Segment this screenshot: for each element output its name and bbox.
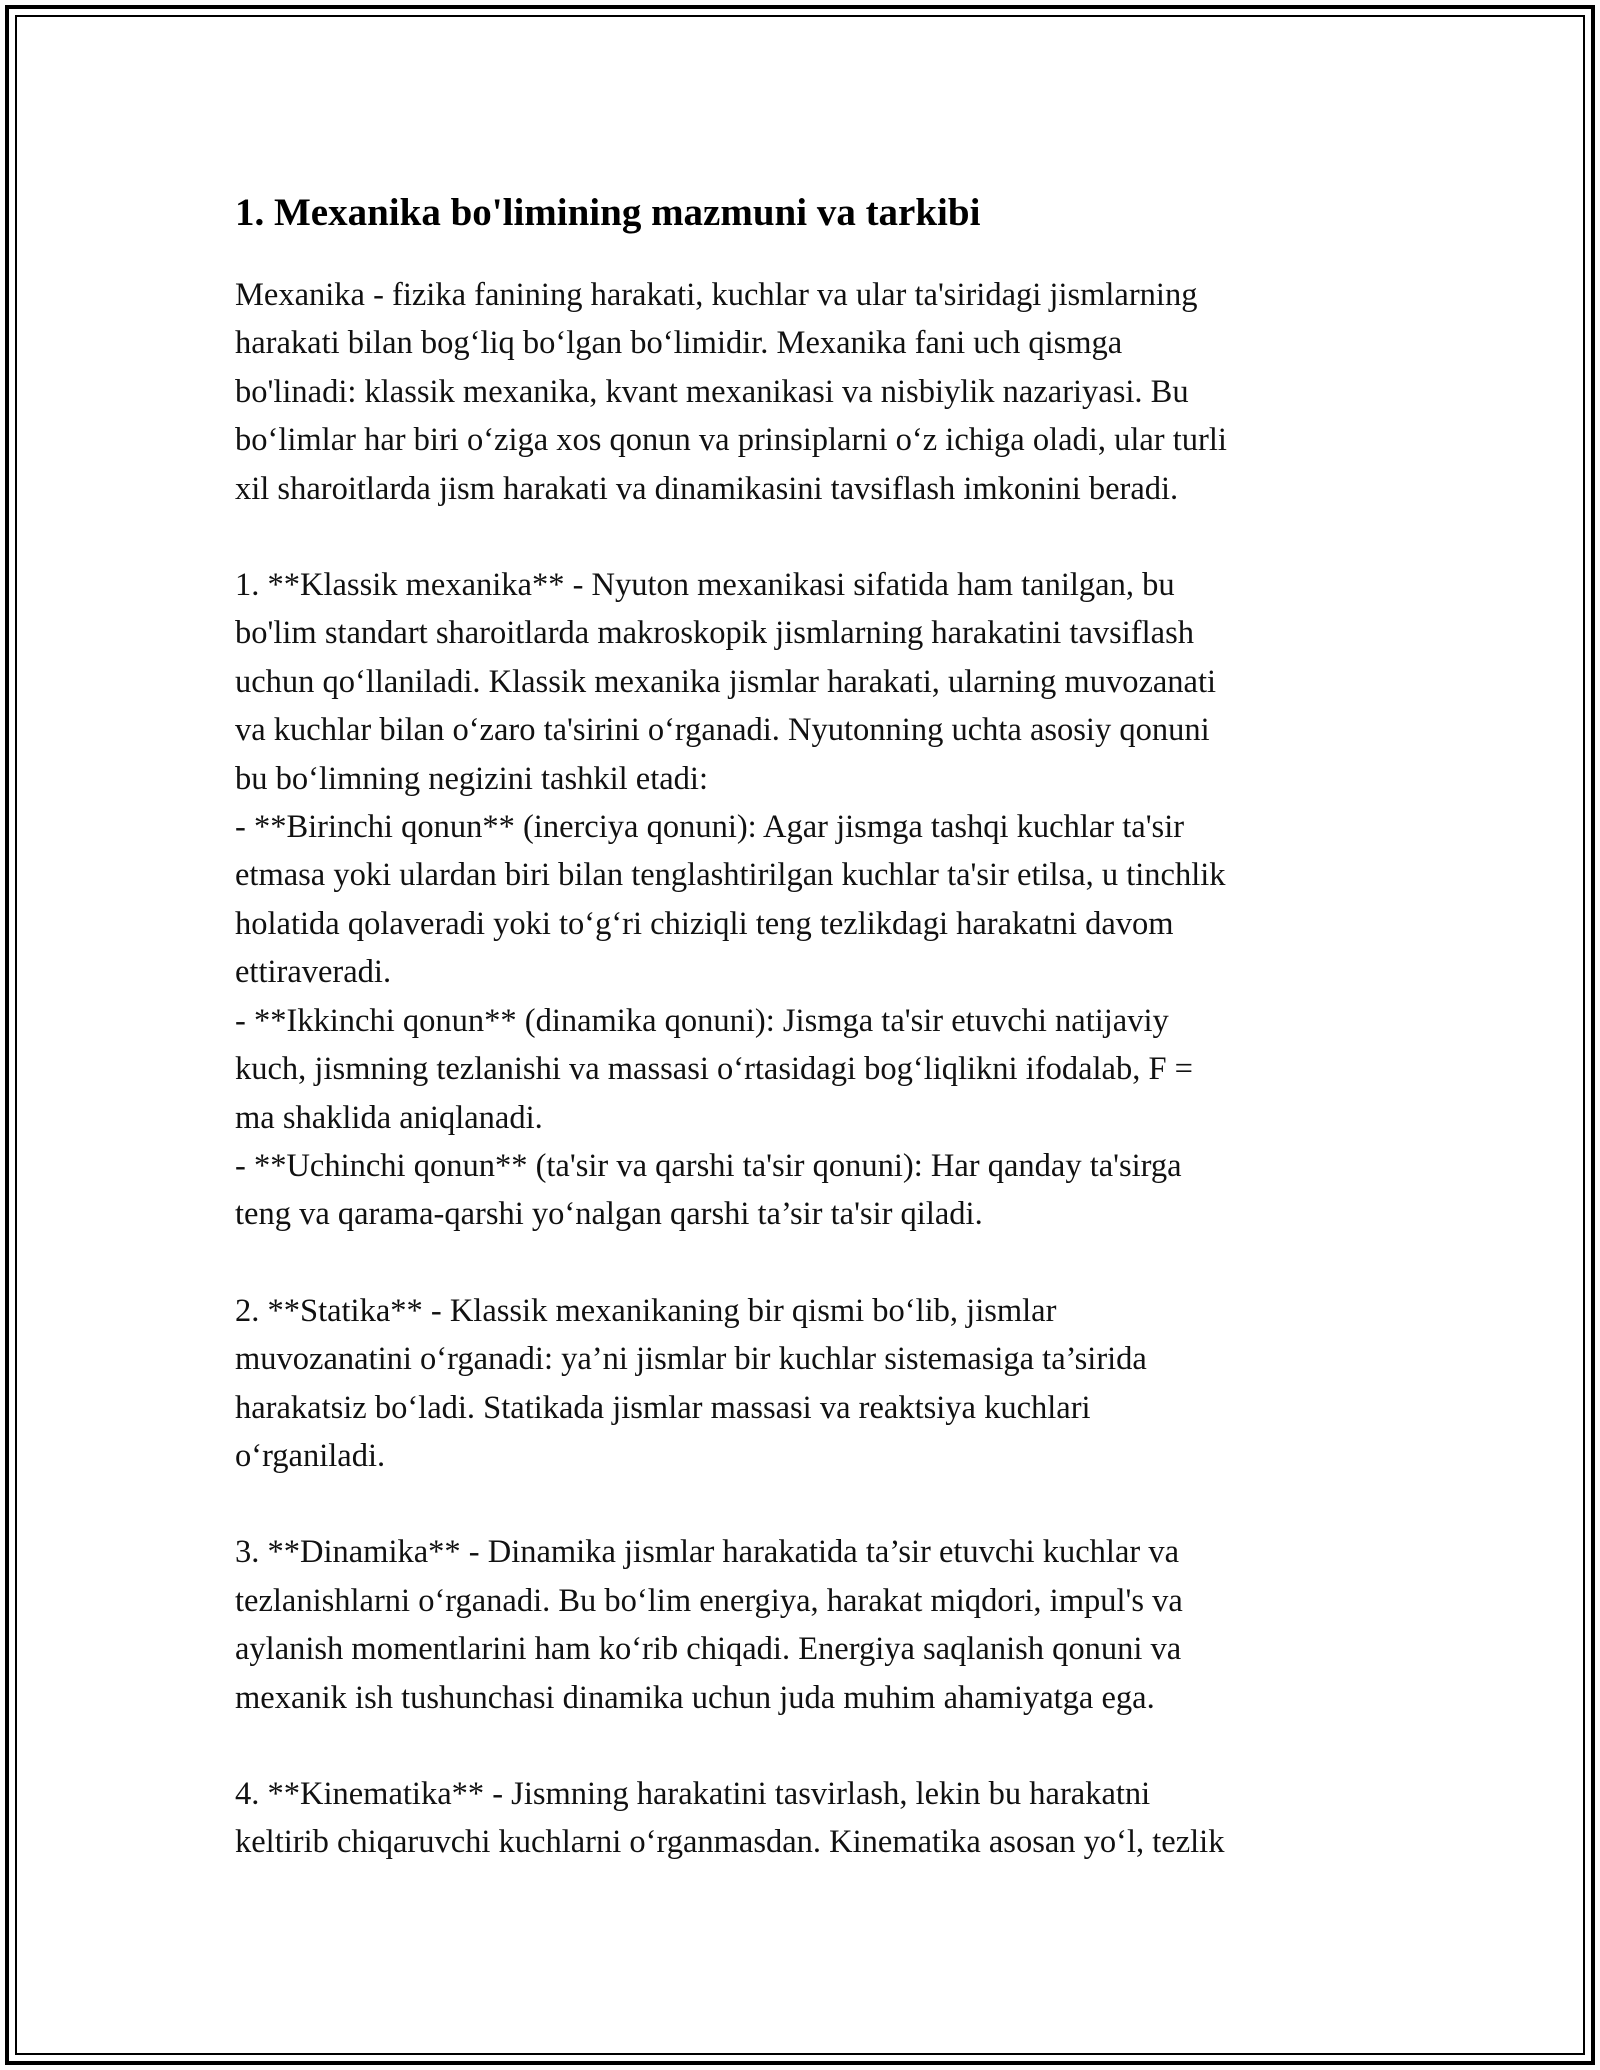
paragraph-classical-mechanics: 1. **Klassik mexanika** - Nyuton mexanikasi sifatida ham tanilgan, bu bo'lim standart sharoitlarda makroskopik jismlarning harakatini tavsiflash uchun qo‘llaniladi. Klassik mexanika jismlar harakati, ularning muvozanati va kuchlar bilan o‘zaro ta'sirini o‘rganadi. Nyutonning uchta asosiy qonuni bu bo‘limning negizini tashkil etadi: - **Birinchi qonun** (inerciya qonuni): Agar jismga tashqi kuchlar ta'sir etmasa yoki ulardan biri bilan tenglashtirilgan kuchlar ta'sir etilsa, u tinchlik holatida qolaveradi yoki to‘g‘ri chiziqli teng tezlikdagi harakatni davom ettiraveradi. - **Ikkinchi qonun** (dinamika qonuni): Jismga ta'sir etuvchi natijaviy kuch, jismning tezlanishi va massasi o‘rtasidagi bog‘liqlikni ifodalab, F = ma shaklida aniqlanadi. - **Uchinchi qonun** (ta'sir va qarshi ta'sir qonuni): Har qanday ta'sirga teng va qarama-qarshi yo‘nalgan qarshi ta’sir ta'sir qiladi.	[235, 567, 1226, 1233]
paragraph-statics: 2. **Statika** - Klassik mexanikaning bir qismi bo‘lib, jismlar muvozanatini o‘rganadi: ya’ni jismlar bir kuchlar sistemasiga ta’sirida harakatsiz bo‘ladi. Statikada jismlar massasi va reaktsiya kuchlari o‘rganiladi.	[235, 1292, 1147, 1474]
document-body	[235, 185, 1375, 1867]
document-title: 1. Mexanika bo'limining mazmuni va tarkibi	[235, 191, 981, 234]
paragraph-intro: Mexanika - fizika fanining harakati, kuchlar va ular ta'siridagi jismlarning harakati bilan bog‘liq bo‘lgan bo‘limidir. Mexanika fani uch qismga bo'linadi: klassik mexanika, kvant mexanikasi va nisbiylik nazariyasi. Bu bo‘limlar har biri o‘ziga xos qonun va prinsiplarni o‘z ichiga oladi, ular turli xil sharoitlarda jism harakati va dinamikasini tavsiflash imkonini beradi.	[235, 277, 1227, 507]
paragraph-dynamics: 3. **Dinamika** - Dinamika jismlar harakatida ta’sir etuvchi kuchlar va tezlanishlarni o‘rganadi. Bu bo‘lim energiya, harakat miqdori, impul's va aylanish momentlarini ham ko‘rib chiqadi. Energiya saqlanish qonuni va mexanik ish tushunchasi dinamika uchun juda muhim ahamiyatga ega.	[235, 1534, 1183, 1716]
paragraph-kinematics: 4. **Kinematika** - Jismning harakatini tasvirlash, lekin bu harakatni keltirib chiqaruvchi kuchlarni o‘rganmasdan. Kinematika asosan yo‘l, tezlik	[235, 1775, 1225, 1861]
